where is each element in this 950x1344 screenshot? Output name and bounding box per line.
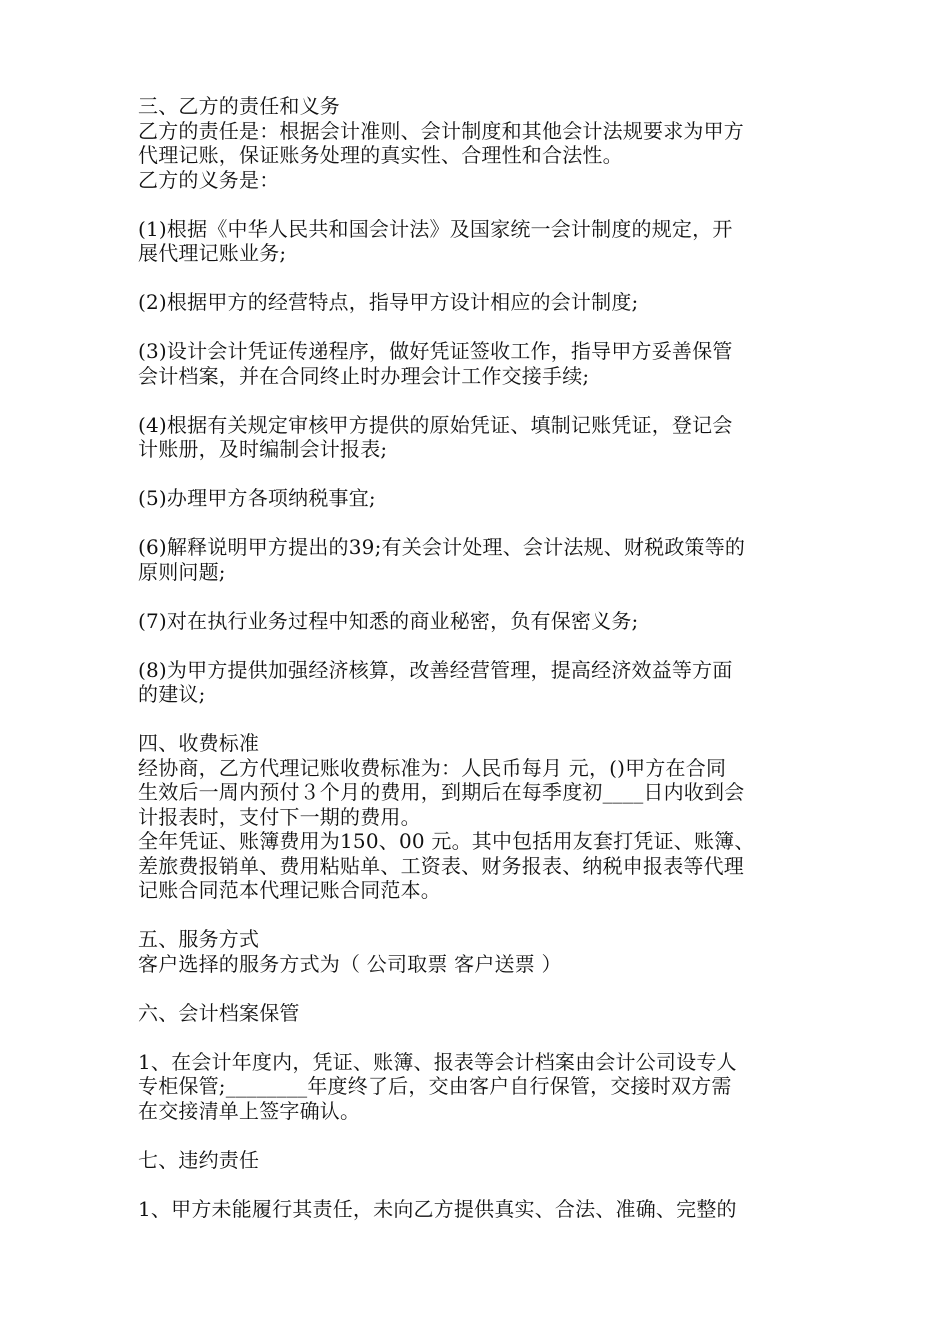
section-heading: 五、服务方式	[138, 927, 260, 951]
paragraph-line: 乙方的义务是：	[138, 167, 280, 192]
paragraph-line: 乙方的责任是：根据会计准则、会计制度和其他会计法规要求为甲方	[138, 118, 744, 143]
document-body	[138, 94, 818, 1221]
list-item: (5)办理甲方各项纳税事宜;	[138, 486, 376, 510]
paragraph-line: 专柜保管;________年度终了后，交由客户自行保管，交接时双方需	[138, 1074, 732, 1098]
paragraph-line: 经协商，乙方代理记账收费标准为：人民币每月 元，()甲方在合同	[138, 755, 727, 780]
list-item: (2)根据甲方的经营特点，指导甲方设计相应的会计制度;	[138, 290, 639, 314]
section-heading: 四、收费标准	[138, 731, 260, 755]
paragraph-line: 差旅费报销单、费用粘贴单、工资表、财务报表、纳税申报表等代理	[138, 853, 744, 878]
list-item: (6)解释说明甲方提出的39;有关会计处理、会计法规、财税政策等的	[138, 535, 746, 559]
section-heading: 三、乙方的责任和义务	[138, 94, 340, 118]
list-item: (1)根据《中华人民共和国会计法》及国家统一会计制度的规定，开	[138, 216, 733, 241]
list-item: (3)设计会计凭证传递程序，做好凭证签收工作，指导甲方妥善保管	[138, 339, 733, 363]
section-heading: 七、违约责任	[138, 1147, 260, 1172]
list-item: 计账册，及时编制会计报表;	[138, 437, 388, 461]
list-item: (4)根据有关规定审核甲方提供的原始凭证、填制记账凭证，登记会	[138, 412, 733, 437]
paragraph-line: 生效后一周内预付３个月的费用，到期后在每季度初____日内收到会	[138, 780, 745, 804]
list-item: (7)对在执行业务过程中知悉的商业秘密，负有保密义务;	[138, 608, 639, 633]
list-item: (8)为甲方提供加强经济核算，改善经营管理，提高经济效益等方面	[138, 657, 733, 682]
list-item: 的建议;	[138, 682, 206, 706]
paragraph-line: 记账合同范本代理记账合同范本。	[138, 878, 441, 902]
list-item: 原则问题;	[138, 559, 226, 584]
paragraph-line: 全年凭证、账簿费用为150、00 元。其中包括用友套打凭证、账簿、	[138, 829, 755, 853]
paragraph-line: 代理记账，保证账务处理的真实性、合理性和合法性。	[138, 143, 623, 167]
paragraph-line: 客户选择的服务方式为（ 公司取票 客户送票 ）	[138, 951, 562, 976]
paragraph-line: 计报表时，支付下一期的费用。	[138, 804, 421, 829]
section-heading: 六、会计档案保管	[138, 1000, 300, 1025]
paragraph-line: 1、甲方未能履行其责任，未向乙方提供真实、合法、准确、完整的	[138, 1196, 737, 1221]
list-item: 展代理记账业务;	[138, 241, 287, 265]
paragraph-line: 1、在会计年度内，凭证、账簿、报表等会计档案由会计公司设专人	[138, 1049, 737, 1074]
list-item: 会计档案，并在合同终止时办理会计工作交接手续;	[138, 363, 590, 388]
paragraph-line: 在交接清单上签字确认。	[138, 1098, 361, 1123]
